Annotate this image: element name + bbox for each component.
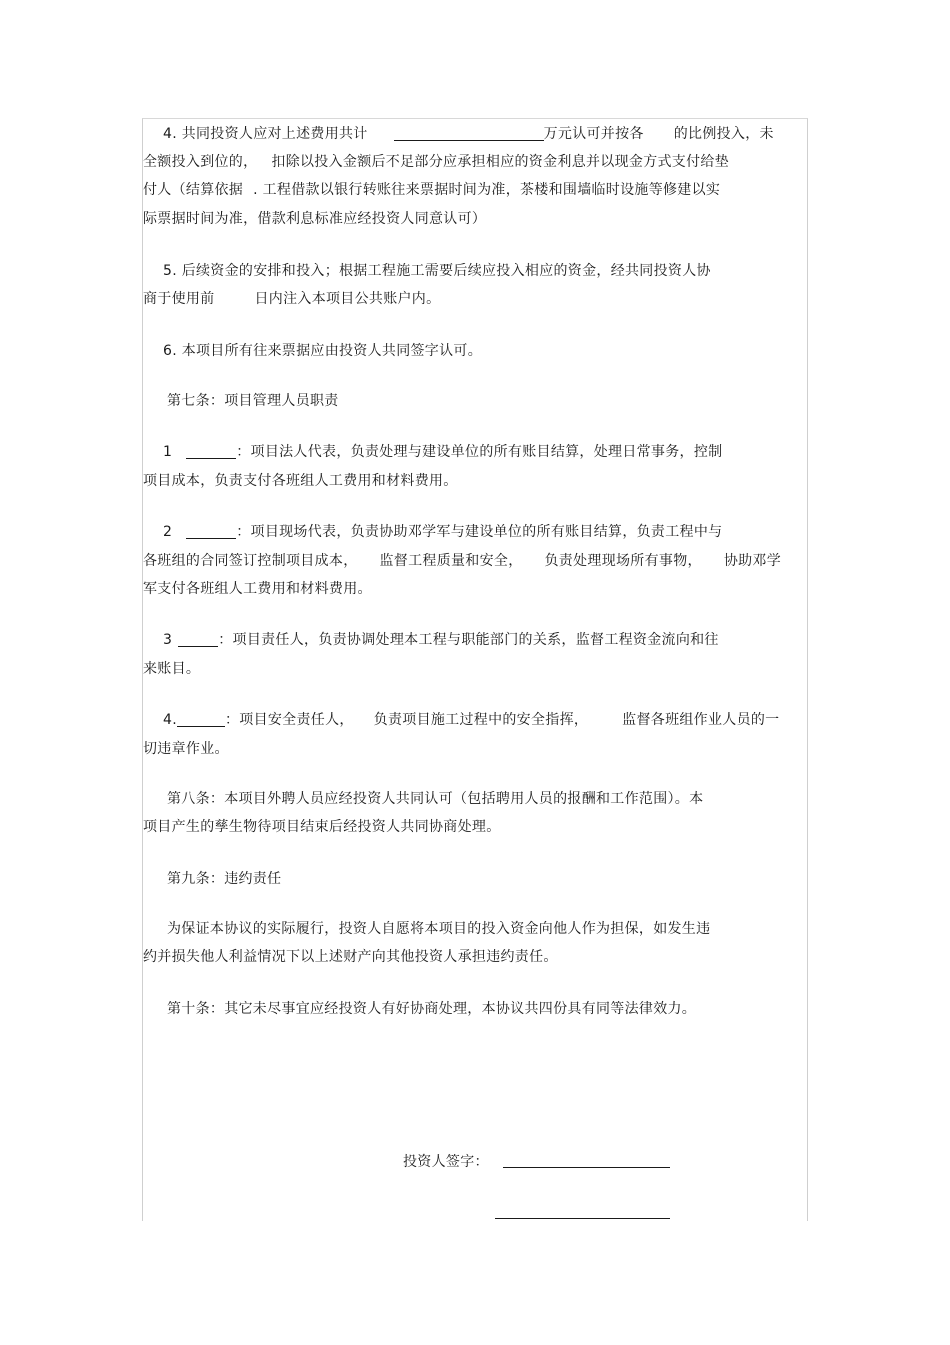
item-5-line-2: [143, 290, 440, 308]
item-4-text-g: . 工程借款以银行转账往来票据时间为准，茶楼和围墙临时设施等修建以实: [253, 182, 721, 198]
role-3-line-2: 来账目。: [143, 661, 201, 677]
article-8-line-2: 项目产生的孳生物待项目结束后经投资人共同协商处理。: [143, 819, 501, 835]
role-4-line-2: 切违章作业。: [143, 741, 229, 757]
item-5-text-a: 商于使用前: [143, 291, 215, 307]
signature-label: 投资人签字：: [403, 1154, 489, 1170]
role-1-number: 1: [163, 444, 173, 460]
role-4-line-1: [163, 711, 779, 729]
item-4-text-f: 付人（结算依据: [143, 182, 244, 198]
item-4-text-d: 全额投入到位的，: [143, 154, 258, 170]
role-2-text-a: 各班组的合同签订控制项目成本，: [143, 553, 358, 569]
role-3-name-blank: [178, 632, 218, 647]
role-2-line-2: [143, 552, 781, 570]
item-4-text: 4. 共同投资人应对上述费用共计: [163, 126, 368, 142]
article-8-line-1: 第八条：本项目外聘人员应经投资人共同认可（包括聘用人员的报酬和工作范围）。本: [167, 791, 704, 807]
page-frame: [142, 118, 808, 1221]
item-6-line: 6. 本项目所有往来票据应由投资人共同签字认可。: [163, 343, 483, 359]
item-4-text-e: 扣除以投入金额后不足部分应承担相应的资金利息并以现金方式支付给垫: [271, 154, 730, 170]
role-4-text-a: ：项目安全责任人，: [224, 712, 354, 728]
role-4-text-b: 负责项目施工过程中的安全指挥，: [373, 712, 589, 728]
item-4-line-1: [163, 125, 774, 143]
role-2-number: 2: [163, 524, 173, 540]
role-2-text-c: 负责处理现场所有事物，: [544, 553, 702, 569]
item-4-line-2: [143, 153, 729, 171]
role-2-text: ：项目现场代表，负责协助邓学军与建设单位的所有账目结算，负责工程中与: [236, 524, 723, 540]
amount-blank: [394, 126, 544, 141]
role-3-number: 3: [163, 632, 173, 648]
article-7-title: 第七条：项目管理人员职责: [167, 393, 339, 409]
role-4-text-c: 监督各班组作业人员的一: [622, 712, 780, 728]
signature-line-1: [503, 1167, 670, 1168]
item-4-text-b: 万元认可并按各: [543, 126, 644, 142]
role-4-number: 4.: [163, 712, 177, 728]
signature-line-2: [495, 1218, 670, 1219]
role-2-text-b: 监督工程质量和安全，: [379, 553, 523, 569]
article-9-title: 第九条：违约责任: [167, 871, 282, 887]
role-1-text: ：项目法人代表，负责处理与建设单位的所有账目结算，处理日常事务，控制: [236, 444, 723, 460]
role-1-line-1: [163, 443, 722, 461]
item-4-line-4: 际票据时间为准，借款利息标准应经投资人同意认可）: [143, 211, 487, 227]
role-2-line-1: [163, 523, 722, 541]
role-1-line-2: 项目成本，负责支付各班组人工费用和材料费用。: [143, 473, 458, 489]
role-2-line-3: 军支付各班组人工费用和材料费用。: [143, 581, 372, 597]
role-3-text: ：项目责任人，负责协调处理本工程与职能部门的关系，监督工程资金流向和往: [218, 632, 719, 648]
role-1-name-blank: [186, 444, 236, 459]
role-4-name-blank: [177, 712, 225, 727]
role-3-line-1: [163, 631, 719, 649]
item-4-text-c: 的比例投入，未: [673, 126, 774, 142]
article-9-line-2: 约并损失他人利益情况下以上述财产向其他投资人承担违约责任。: [143, 949, 558, 965]
item-5-text-b: 日内注入本项目公共账户内。: [254, 291, 441, 307]
article-10-line: 第十条：其它未尽事宜应经投资人有好协商处理，本协议共四份具有同等法律效力。: [167, 1001, 697, 1017]
role-2-text-d: 协助邓学: [723, 553, 782, 569]
role-2-name-blank: [186, 524, 236, 539]
item-5-line-1: 5. 后续资金的安排和投入；根据工程施工需要后续应投入相应的资金，经共同投资人协: [163, 263, 711, 279]
item-4-line-3: [143, 181, 720, 199]
article-9-line-1: 为保证本协议的实际履行，投资人自愿将本项目的投入资金向他人作为担保，如发生违: [167, 921, 711, 937]
